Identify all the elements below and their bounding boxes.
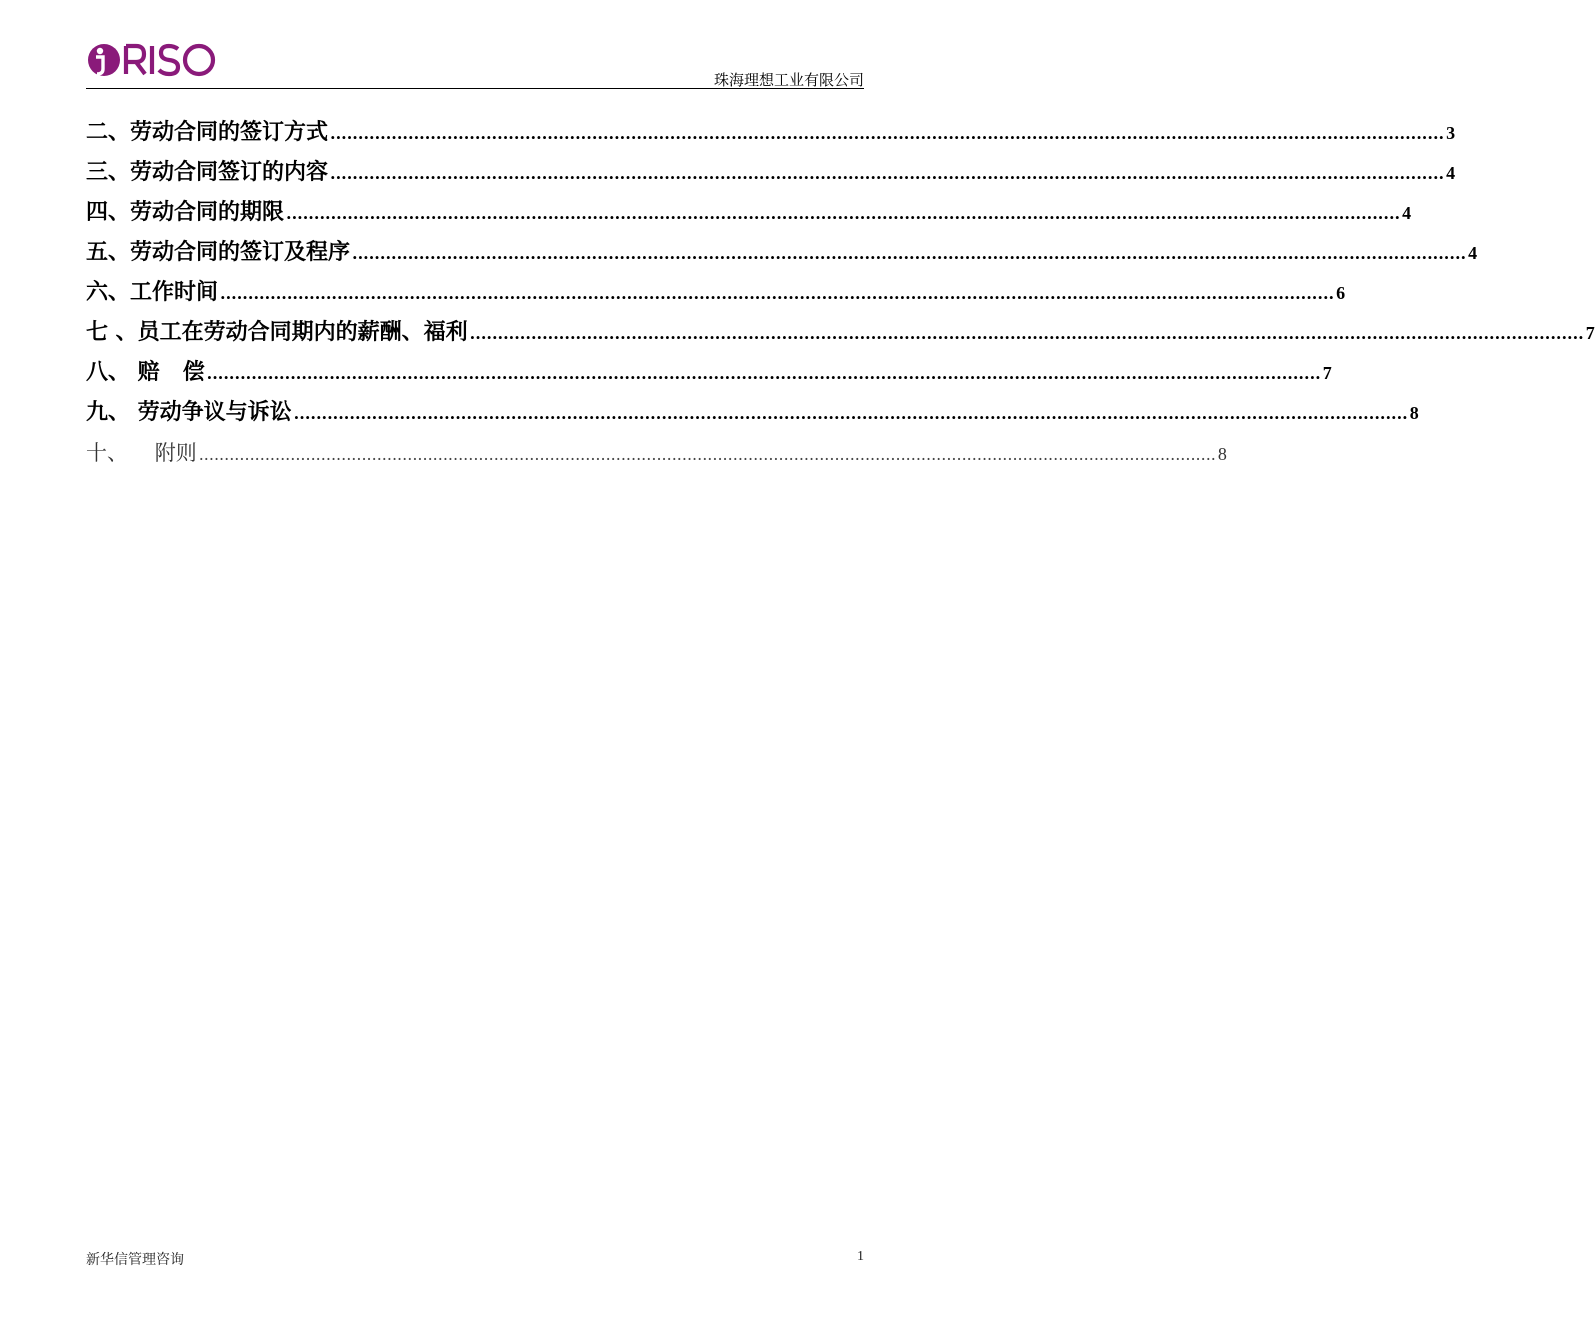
toc-entry[interactable]: [86, 433, 1227, 473]
header-divider: [86, 88, 864, 89]
riso-logo: [86, 40, 218, 80]
dot-leader: ........................................................................................................................................................................................................: [330, 164, 1445, 183]
toc-entry[interactable]: [86, 353, 1332, 393]
toc-page-number: 4: [1468, 243, 1478, 263]
toc-entry-label: 八、 赔 偿: [86, 360, 205, 385]
toc-entry[interactable]: [86, 193, 1412, 233]
toc-entry[interactable]: [86, 233, 1478, 273]
toc-entry[interactable]: [86, 153, 1456, 193]
dot-leader: ........................................................................................................................................................................................................: [469, 324, 1584, 343]
toc-page-number: 8: [1409, 403, 1419, 423]
toc-entry-label: 三、劳动合同签订的内容: [86, 160, 329, 185]
toc-entry-label: 七 、员工在劳动合同期内的薪酬、福利: [86, 320, 468, 345]
page-number: 1: [857, 1249, 864, 1264]
toc-entry[interactable]: [86, 393, 1419, 433]
table-of-contents: [86, 113, 1595, 473]
company-name: 珠海理想工业有限公司: [713, 71, 864, 89]
toc-entry-label: 九、 劳动争议与诉讼: [86, 400, 292, 425]
toc-entry-label: 十、 附则: [86, 441, 197, 465]
dot-leader: ........................................................................................................................................................................................................: [206, 364, 1321, 383]
toc-entry[interactable]: [86, 113, 1456, 153]
dot-leader: ........................................................................................................................................................................................................: [293, 404, 1408, 423]
toc-entry-label: 二、劳动合同的签订方式: [86, 120, 329, 145]
dot-leader: ........................................................................................................................................................................................................: [198, 445, 1216, 464]
dot-leader: ........................................................................................................................................................................................................: [286, 204, 1401, 223]
toc-entry[interactable]: [86, 273, 1346, 313]
dot-leader: ........................................................................................................................................................................................................: [352, 244, 1467, 263]
toc-page-number: 6: [1336, 283, 1346, 303]
dot-leader: ........................................................................................................................................................................................................: [220, 284, 1335, 303]
toc-page-number: 7: [1585, 323, 1595, 343]
dot-leader: ........................................................................................................................................................................................................: [330, 124, 1445, 143]
toc-page-number: 4: [1402, 203, 1412, 223]
toc-page-number: 8: [1217, 444, 1227, 464]
toc-page-number: 3: [1446, 123, 1456, 143]
toc-entry-label: 五、劳动合同的签订及程序: [86, 240, 351, 265]
toc-entry-label: 六、工作时间: [86, 280, 219, 305]
footer-text: 新华信管理咨询: [86, 1252, 184, 1268]
toc-page-number: 7: [1322, 363, 1332, 383]
toc-entry[interactable]: [86, 313, 1595, 353]
toc-page-number: 4: [1446, 163, 1456, 183]
toc-entry-label: 四、劳动合同的期限: [86, 200, 285, 225]
